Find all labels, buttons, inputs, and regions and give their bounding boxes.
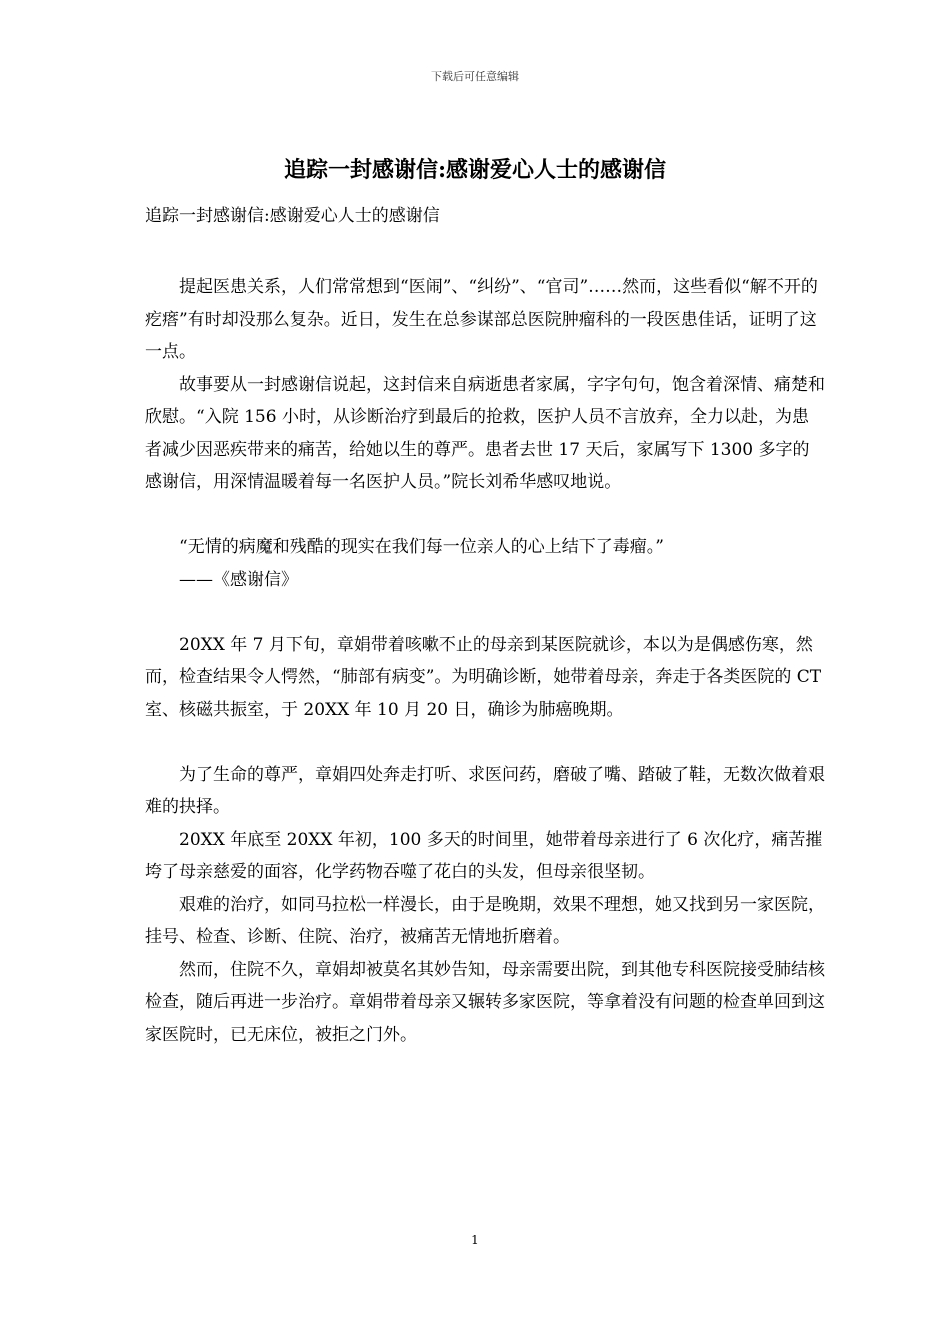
spacer (145, 499, 825, 532)
document-body (145, 271, 825, 1051)
paragraph-treatment: 艰难的治疗，如同马拉松一样漫长，由于是晚期，效果不理想，她又找到另一家医院，挂号、检查、诊断、住院、治疗，被痛苦无情地折磨着。 (145, 894, 825, 947)
paragraph-chemo: 20XX 年底至 20XX 年初，100 多天的时间里，她带着母亲进行了 6 次化疗，痛苦摧垮了母亲慈爱的面容，化学药物吞噬了花白的头发，但母亲很坚韧。 (145, 829, 823, 882)
spacer (145, 726, 825, 759)
document-subtitle: 追踪一封感谢信:感谢爱心人士的感谢信 (145, 206, 440, 226)
paragraph-search: 为了生命的尊严，章娟四处奔走打听、求医问药，磨破了嘴、踏破了鞋，无数次做着艰难的抉择。 (145, 764, 825, 817)
document-title: 追踪一封感谢信:感谢爱心人士的感谢信 (283, 157, 667, 183)
paragraph-letter-origin: 故事要从一封感谢信说起，这封信来自病逝患者家属，字字句句，饱含着深情、痛楚和欣慰。“入院 156 小时，从诊断治疗到最后的抢救，医护人员不言放弃，全力以赴，为患者减少因恶疾带来的痛苦，给她以生的尊严。患者去世 17 天后，家属写下 1300 多字的感谢信，用深情温暖着每一名医护人员。”院长刘希华感叹地说。 (145, 374, 825, 492)
page-header-note: 下载后可任意编辑 (431, 70, 519, 83)
paragraph-intro: 提起医患关系，人们常常想到“医闹”、“纠纷”、“官司”……然而，这些看似“解不开的疙瘩”有时却没那么复杂。近日，发生在总参谋部总医院肿瘤科的一段医患佳话，证明了这一点。 (145, 277, 818, 362)
spacer (145, 596, 825, 629)
paragraph-diagnosis: 20XX 年 7 月下旬，章娟带着咳嗽不止的母亲到某医院就诊，本以为是偶感伤寒，然而，检查结果令人愕然，“肺部有病变”。为明确诊断，她带着母亲，奔走于各类医院的 CT 室、核磁共振室，于 20XX 年 10 月 20 日，确诊为肺癌晚期。 (145, 634, 822, 720)
quote-text: “无情的病魔和残酷的现实在我们每一位亲人的心上结下了毒瘤。” (179, 537, 664, 557)
paragraph-rejection: 然而，住院不久，章娟却被莫名其妙告知，母亲需要出院，到其他专科医院接受肺结核检查，随后再进一步治疗。章娟带着母亲又辗转多家医院，等拿着没有问题的检查单回到这家医院时，已无床位，被拒之门外。 (145, 959, 825, 1045)
page-number: 1 (471, 1233, 479, 1247)
quote-source: ——《感谢信》 (179, 569, 298, 590)
